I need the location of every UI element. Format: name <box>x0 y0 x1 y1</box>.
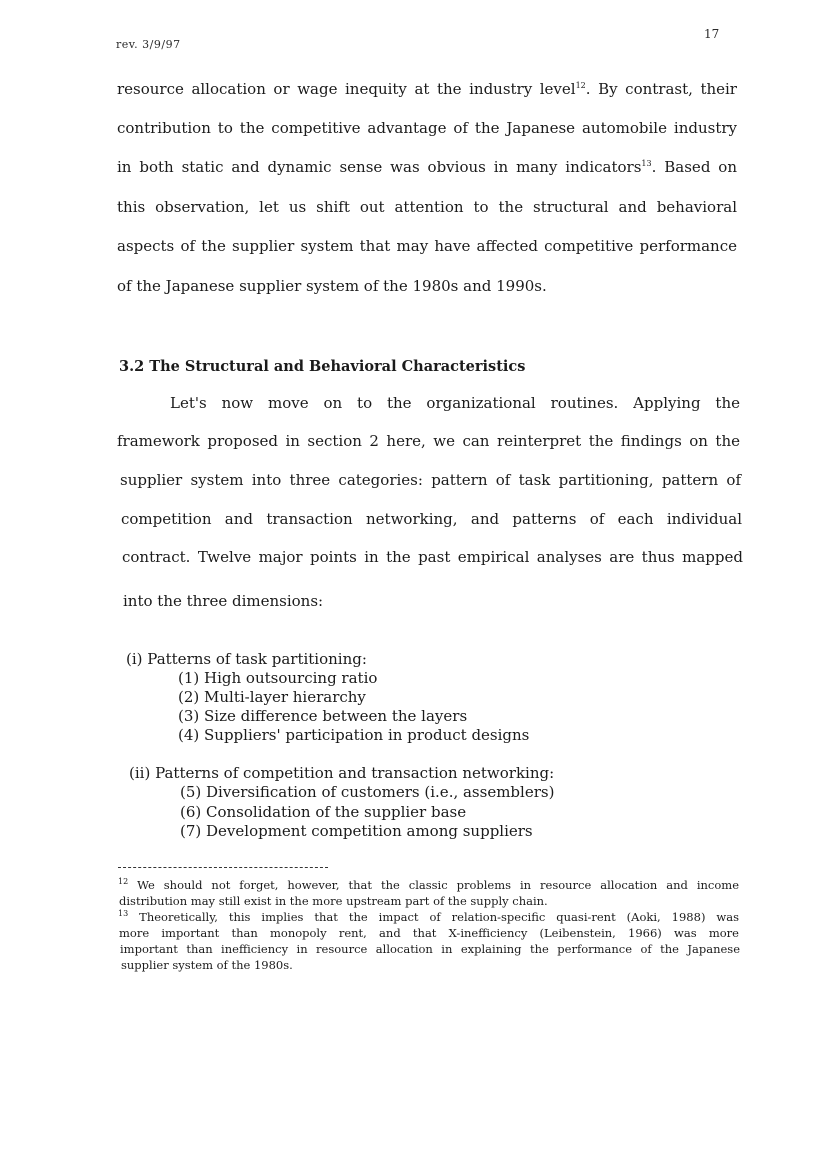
list-heading-2: (ii) Patterns of competition and transaction networking: <box>129 764 555 782</box>
footnote-12-line-1: $^{12}$ We should not forget, however, that the classic problems in resource allocation and income <box>118 877 739 892</box>
section-line-4: competition and transaction networking, and patterns of each individual <box>121 510 742 528</box>
list-heading-1: (i) Patterns of task partitioning: <box>126 650 367 668</box>
section-line-2: framework proposed in section 2 here, we can reinterpret the findings on the <box>117 432 740 450</box>
section-line-6: into the three dimensions: <box>123 592 324 610</box>
section-line-3: supplier system into three categories: pattern of task partitioning, pattern of <box>120 471 741 489</box>
intro-line-2: contribution to the competitive advantage of the Japanese automobile industry <box>117 119 737 137</box>
footnote-marker-13: 13 <box>118 909 129 919</box>
footnote-13-line-1: $^{13}$ Theoretically, this implies that the impact of relation-specific quasi-rent (Aoki, 1988) was <box>118 909 740 924</box>
footnote-ref-13: 13 <box>641 159 652 168</box>
list-item: (3) Size difference between the layers <box>178 707 468 725</box>
section-line-5: contract. Twelve major points in the past empirical analyses are thus mapped <box>122 548 743 566</box>
footnote-13-line-3: important than inefficiency in resource allocation in explaining the performance of the Japanese <box>120 942 740 956</box>
intro-line-5: aspects of the supplier system that may have affected competitive performance <box>117 237 737 255</box>
list-item: (1) High outsourcing ratio <box>178 669 378 687</box>
intro-line-6: of the Japanese supplier system of the 1980s and 1990s. <box>117 277 547 295</box>
footnote-13-line-2: more important than monopoly rent, and that X-inefficiency (Leibenstein, 1966) was more <box>119 926 739 940</box>
footnote-ref-12: 12 <box>575 81 586 90</box>
list-item: (6) Consolidation of the supplier base <box>180 803 467 821</box>
section-heading: 3.2 The Structural and Behavioral Characteristics <box>119 358 526 375</box>
list-item: (4) Suppliers' participation in product designs <box>178 726 530 744</box>
section-line-1: Let's now move on to the organizational routines. Applying the <box>170 394 740 412</box>
intro-line-3: in both static and dynamic sense was obvious in many indicators$^{13}$. Based on <box>117 158 738 176</box>
list-item: (7) Development competition among suppliers <box>180 822 533 840</box>
revision-date: rev. 3/9/97 <box>116 38 181 51</box>
footnote-marker-12: 12 <box>118 877 129 887</box>
list-item: (5) Diversification of customers (i.e., assemblers) <box>180 783 555 801</box>
page-number: 17 <box>704 27 720 41</box>
footnote-12-line-2: distribution may still exist in the more upstream part of the supply chain. <box>119 894 548 908</box>
list-item: (2) Multi-layer hierarchy <box>178 688 366 706</box>
intro-line-1: resource allocation or wage inequity at the industry level$^{12}$. By contrast, their <box>117 80 737 98</box>
intro-line-4: this observation, let us shift out attention to the structural and behavioral <box>117 198 737 216</box>
footnote-separator <box>118 867 328 868</box>
footnote-13-line-4: supplier system of the 1980s. <box>121 958 293 972</box>
